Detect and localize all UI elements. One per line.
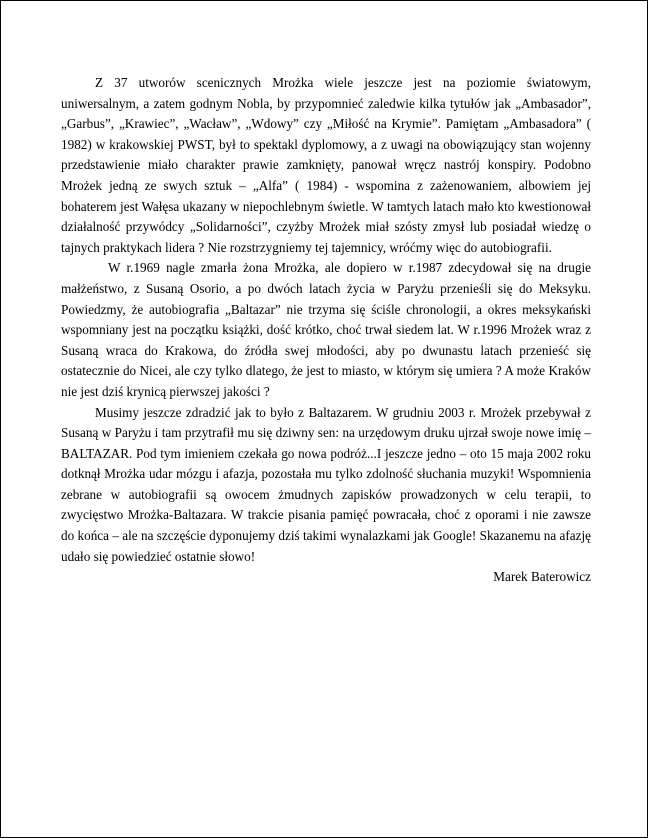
paragraph-3: Musimy jeszcze zdradzić jak to było z Baltazarem. W grudniu 2003 r. Mrożek przebywał z Susaną w Paryżu i tam przytrafił mu się dziwny sen: na urzędowym druku ujrzał swoje nowe imię – BALTAZAR. Pod tym imieniem czekała go nowa podróż...I jeszcze jedno – oto 15 maja 2002 roku dotknął Mrożka udar mózgu i afazja, pozostała mu tylko zdolność słuchania muzyki! Wspomnienia zebrane w autobiografii są owocem żmudnych zapisków prowadzonych w celu terapii, to zwycięstwo Mrożka-Baltazara. W trakcie pisania pamięć powracała, choć z oporami i nie zawsze do końca – ale na szczęście dyponujemy dziś takimi wynalazkami jak Google! Skazanemu na afazję udało się powiedzieć ostatnie słowo! bbox=[61, 404, 591, 564]
article-body bbox=[61, 73, 591, 588]
paragraph-1: Z 37 utworów scenicznych Mrożka wiele jeszcze jest na poziomie światowym, uniwersalnym, a zatem godnym Nobla, by przypomnieć zaledwie kilka tytułów jak „Ambasador”, „Garbus”, „Krawiec”, „Wacław”, „Wdowy” czy „Miłość na Krymie”. Pamiętam „Ambasadora” ( 1982) w krakowskiej PWST, był to spektakl dyplomowy, a z uwagi na obowiązujący stan wojenny przedstawienie miało charakter prawie zamknięty, panował wręcz nastrój konspiry. Podobno Mrożek jedną ze swych sztuk – „Alfa” ( 1984) - wspomina z zażenowaniem, albowiem jej bohaterem jest Wałęsa ukazany w niepochlebnym świetle. W tamtych latach mało kto kwestionował działalność przywódcy „Solidarności”, czyżby Mrożek miał szósty zmysł lub posiadał wiedzę o tajnych praktykach lidera ? Nie rozstrzygniemy tej tajemnicy, wróćmy więc do autobiografii. bbox=[61, 75, 591, 255]
author-signature: Marek Baterowicz bbox=[493, 569, 591, 585]
paragraph-2: W r.1969 nagle zmarła żona Mrożka, ale dopiero w r.1987 zdecydował się na drugie małżeństwo, z Susaną Osorio, a po dwóch latach życia w Paryżu przenieśli się do Meksyku. Powiedzmy, że autobiografia „Baltazar” nie trzyma się ściśle chronologii, a okres meksykański wspomniany jest na początku książki, dość krótko, choć trwał siedem lat. W r.1996 Mrożek wraz z Susaną wraca do Krakowa, do źródła swej młodości, aby po dwunastu latach przenieść się ostatecznie do Nicei, ale czy tylko dlatego, że jest to miasto, w którym się umiera ? A może Kraków nie jest dziś krynicą pierwszej jakości ? bbox=[61, 260, 591, 399]
